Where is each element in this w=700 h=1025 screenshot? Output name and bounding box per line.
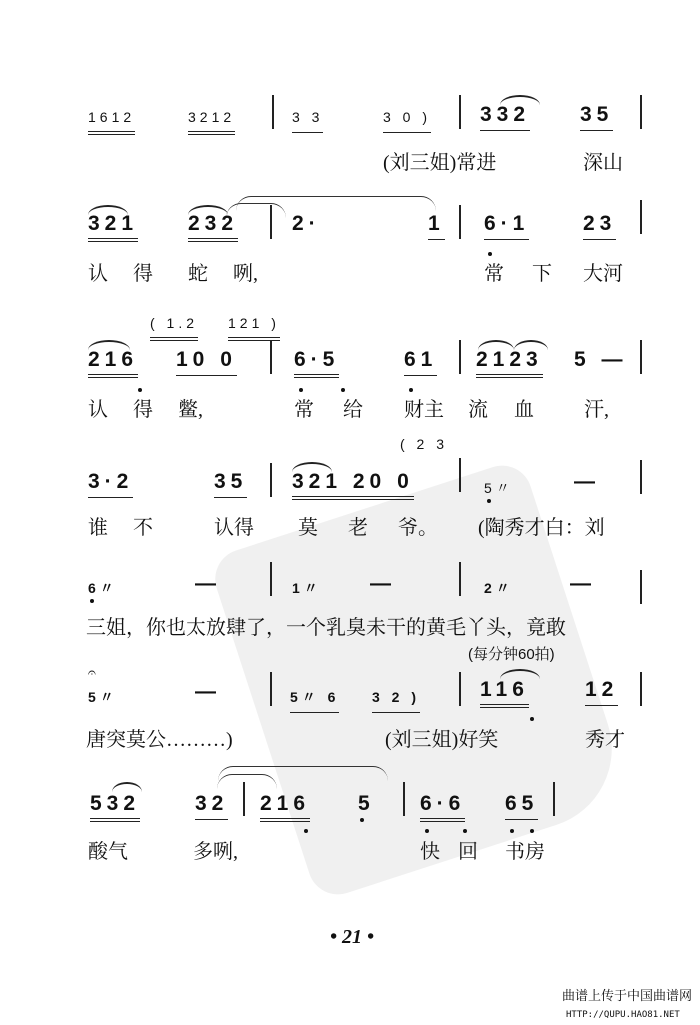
lyric: 酸气	[88, 841, 128, 863]
barline	[640, 460, 642, 494]
barline	[640, 95, 642, 129]
tempo-annotation: (每分钟60拍)	[468, 646, 555, 663]
note-group: 10 0	[176, 348, 237, 376]
lyric: 老	[348, 517, 368, 539]
lyric: 多咧,	[193, 841, 238, 863]
footer-url: HTTP://QUPU.HAO81.NET	[566, 1010, 680, 1020]
lyric: 血	[514, 399, 534, 421]
note-group: 6·5	[294, 348, 339, 378]
note-group: 532	[90, 792, 140, 822]
note-group: 32	[195, 792, 228, 820]
note-group: 3 3	[292, 105, 323, 133]
lyric: (陶秀才白：刘	[478, 517, 605, 539]
note-group: 332	[480, 103, 530, 131]
note-group: 6·1	[484, 212, 529, 240]
barline	[403, 782, 405, 816]
lyric: 回	[458, 841, 478, 863]
note-group: 35	[580, 103, 613, 131]
barline	[270, 463, 272, 497]
note-group: 1612	[88, 105, 135, 135]
note-group: —	[195, 680, 221, 703]
barline	[640, 200, 642, 234]
note-group: 3 2 )	[372, 685, 420, 713]
note-group: 2123	[476, 348, 543, 378]
octave-dot	[530, 829, 534, 833]
octave-dot	[138, 388, 142, 392]
note-group: —	[570, 572, 596, 595]
barline	[272, 95, 274, 129]
lyric: 财主	[404, 399, 444, 421]
lyric: 得	[133, 399, 153, 421]
lyric: 给	[343, 399, 363, 421]
note-group: 3 0 )	[383, 105, 431, 133]
note-group: 3212	[188, 105, 235, 135]
barline	[640, 340, 642, 374]
lyric: 得	[133, 263, 153, 285]
note-group: —	[574, 470, 600, 493]
note-group: 12	[585, 678, 618, 706]
tie	[236, 196, 436, 211]
lyric: 秀才	[585, 729, 625, 751]
octave-dot	[487, 499, 491, 503]
octave-dot	[409, 388, 413, 392]
note-group: 5〃	[484, 480, 514, 496]
lyric: 鳖,	[178, 399, 203, 421]
barline	[459, 458, 461, 492]
lyric: 认	[88, 263, 108, 285]
note-group: 1〃	[292, 580, 322, 596]
lyric: 汗,	[584, 399, 609, 421]
note-group: 5〃 6	[290, 685, 339, 713]
note-group: 61	[404, 348, 437, 376]
fermata-icon: 𝄐	[88, 664, 96, 680]
lyric: 书房	[505, 841, 545, 863]
lyric: (刘三姐)好笑	[385, 729, 499, 751]
slur	[112, 782, 142, 792]
lyric: 认得	[214, 517, 254, 539]
lyric: 快	[420, 841, 440, 863]
annotation: ( 1.2	[150, 311, 198, 341]
note-group: 1	[428, 212, 445, 240]
annotation: ( 2 3	[400, 436, 449, 452]
octave-dot	[488, 252, 492, 256]
octave-dot	[304, 829, 308, 833]
octave-dot	[341, 388, 345, 392]
lyric: 深山	[583, 152, 623, 174]
note-group: 35	[214, 470, 247, 498]
barline	[553, 782, 555, 816]
lyric: 唐突莫公………)	[86, 729, 233, 751]
lyric: (刘三姐)常进	[383, 152, 497, 174]
barline	[243, 782, 245, 816]
lyric: 三姐，你也太放肆了，一个乳臭未干的黄毛丫头，竟敢	[86, 617, 566, 639]
octave-dot	[360, 818, 364, 822]
note-group: 23	[583, 212, 616, 240]
octave-dot	[90, 599, 94, 603]
lyric: 咧,	[233, 263, 258, 285]
note-group: 6〃	[88, 580, 118, 596]
octave-dot	[463, 829, 467, 833]
page-number: • 21 •	[330, 926, 375, 948]
note-group: 5 —	[574, 348, 628, 371]
note-group: —	[370, 572, 396, 595]
lyric: 大河	[583, 263, 623, 285]
note-group: 65	[505, 792, 538, 820]
note-group: 2〃	[484, 580, 514, 596]
lyric: 爷。	[398, 517, 438, 539]
barline	[459, 562, 461, 596]
octave-dot	[530, 717, 534, 721]
footer-site-name: 曲谱上传于中国曲谱网	[562, 988, 693, 1003]
barline	[270, 672, 272, 706]
lyric: 常	[294, 399, 314, 421]
lyric: 下	[532, 263, 552, 285]
barline	[270, 205, 272, 239]
note-group: —	[195, 572, 221, 595]
note-group: 3·2	[88, 470, 133, 498]
lyric: 蛇	[188, 263, 208, 285]
lyric: 不	[133, 517, 153, 539]
barline	[459, 95, 461, 129]
barline	[270, 340, 272, 374]
note-group: 6·6	[420, 792, 465, 822]
note-group: 5〃	[88, 689, 118, 705]
lyric: 流	[468, 399, 488, 421]
barline	[459, 340, 461, 374]
octave-dot	[425, 829, 429, 833]
lyric: 认	[88, 399, 108, 421]
annotation: 121 )	[228, 311, 280, 341]
tie	[218, 766, 388, 781]
barline	[640, 570, 642, 604]
note-group: 321	[88, 212, 138, 242]
barline	[640, 672, 642, 706]
octave-dot	[299, 388, 303, 392]
note-group: 216	[88, 348, 138, 378]
note-group: 232	[188, 212, 238, 242]
barline	[270, 562, 272, 596]
note-group: 321 20 0	[292, 470, 414, 500]
barline	[459, 205, 461, 239]
barline	[459, 672, 461, 706]
note-group: 5	[358, 792, 375, 815]
note-group: 216	[260, 792, 310, 822]
note-group: 2·	[292, 212, 321, 235]
lyric: 莫	[298, 517, 318, 539]
lyric: 常	[484, 263, 504, 285]
lyric: 谁	[88, 517, 108, 539]
octave-dot	[510, 829, 514, 833]
note-group: 116	[480, 678, 529, 708]
